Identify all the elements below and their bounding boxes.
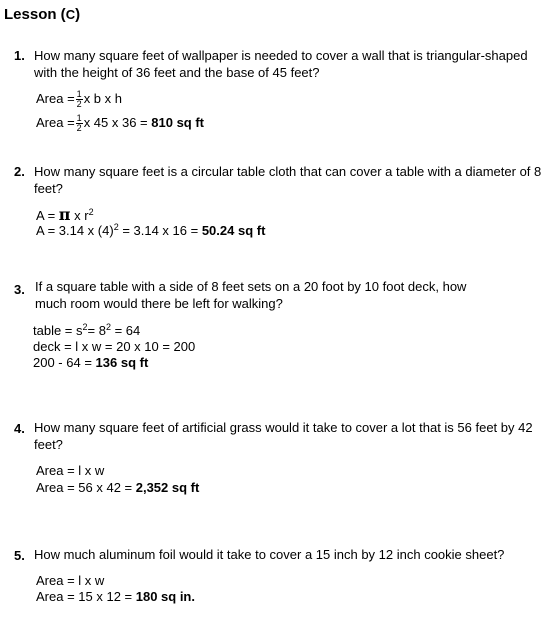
question-text-5: How much aluminum foil would it take to cover a 15 inch by 12 inch cookie sheet? bbox=[34, 547, 505, 562]
answer-5: 180 sq in. bbox=[135, 589, 195, 604]
question-number-4: 4. bbox=[14, 421, 25, 436]
page-title: Lesson (C) bbox=[4, 6, 81, 23]
solution-4-step-1: Area = l x w bbox=[36, 463, 105, 478]
solution-2-step-1: A = π x $r^2$ bbox=[36, 205, 94, 224]
solution-1-step-1: Area = $\frac{1}{2}$ x b x h bbox=[36, 89, 122, 109]
solution-3-step-1: table = $s^2= 8^2 = 64$ bbox=[33, 322, 141, 338]
fraction-one-half: $\frac{1}{2}$ bbox=[76, 89, 82, 109]
answer-2: 50.24 sq ft bbox=[201, 223, 266, 238]
question-text-3: If a square table with a side of 8 feet sets on a 20 foot by 10 foot deck, how much room would there be left for walking? bbox=[35, 279, 467, 311]
question-text-1: How many square feet of wallpaper is needed to cover a wall that is triangular-shaped with the height of 36 feet and the base of 45 feet? bbox=[34, 48, 528, 80]
solution-2-step-2: A = 3.14 x $(4)^2 = 3.14$ x 16 = 50.24 sq ft bbox=[36, 222, 266, 238]
question-text-2: How many square feet is a circular table cloth that can cover a table with a diameter of 8 feet? bbox=[34, 164, 542, 196]
answer-4: 2,352 sq ft bbox=[135, 480, 200, 495]
solution-1-step-2: Area = $\frac{1}{2}$ x 45 x 36 = 810 sq ft bbox=[36, 113, 205, 133]
question-text-4: How many square feet of artificial grass would it take to cover a lot that is 56 feet by 42 feet? bbox=[34, 420, 533, 452]
solution-3-step-3: 200 - 64 = 136 sq ft bbox=[33, 355, 149, 370]
solution-4-step-2: Area = 56 x 42 = 2,352 sq ft bbox=[36, 480, 200, 495]
question-number-3: 3. bbox=[14, 282, 25, 297]
solution-3-step-2: deck = l x w = 20 x 10 = 200 bbox=[33, 339, 196, 354]
question-number-5: 5. bbox=[14, 548, 25, 563]
question-number-2: 2. bbox=[14, 164, 25, 179]
fraction-one-half: $\frac{1}{2}$ bbox=[76, 113, 82, 133]
question-number-1: 1. bbox=[14, 48, 25, 63]
solution-5-step-2: Area = 15 x 12 = 180 sq in. bbox=[36, 589, 195, 604]
pi-symbol: π bbox=[58, 205, 71, 224]
solution-5-step-1: Area = l x w bbox=[36, 573, 105, 588]
answer-1: 810 sq ft bbox=[151, 114, 205, 130]
answer-3: 136 sq ft bbox=[95, 355, 149, 370]
